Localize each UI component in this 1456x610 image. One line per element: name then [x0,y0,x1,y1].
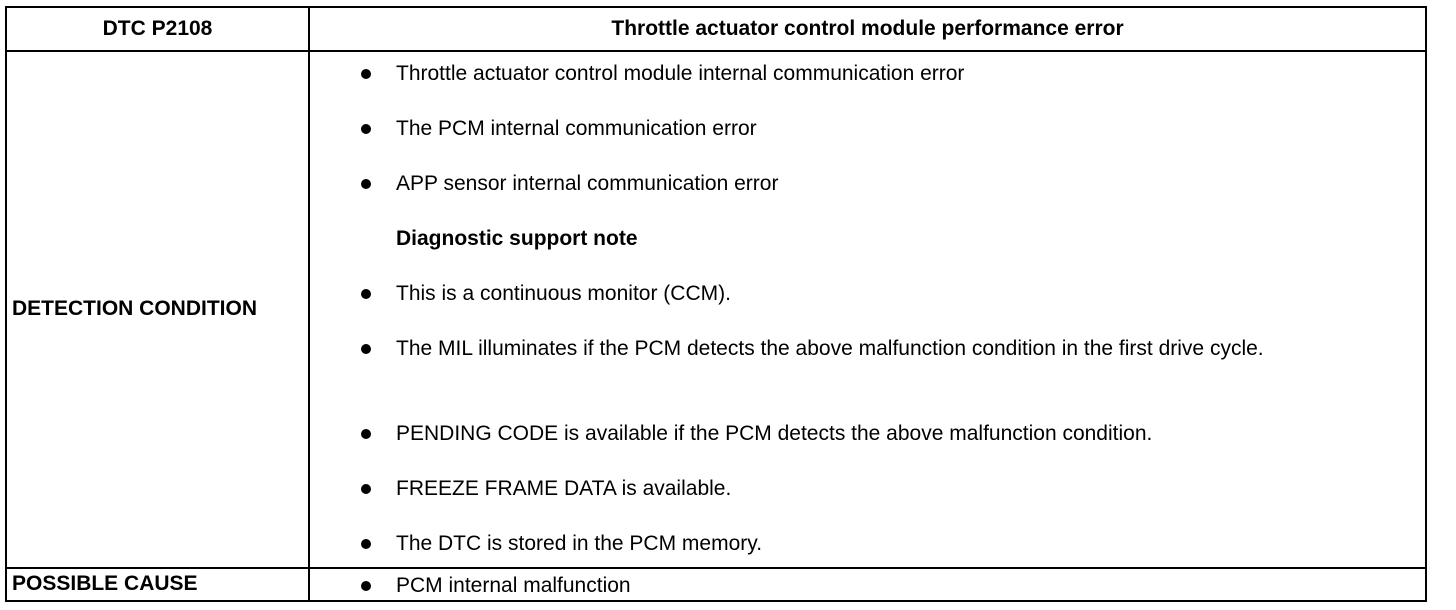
bullet-icon [361,179,371,189]
header-row [7,8,1425,52]
bullet-icon [361,429,371,439]
diagnostic-note-heading: Diagnostic support note [396,227,638,250]
list-item: Throttle actuator control module internal communication error [361,60,1341,88]
bullet-icon [361,289,371,299]
list-item: PCM internal malfunction [361,572,1341,600]
dtc-table [5,6,1427,602]
detection-condition-content [310,50,1425,567]
detection-condition-label: DETECTION CONDITION [7,50,310,567]
list-item: The MIL illuminates if the PCM detects the above malfunction condition in the first drive cycle. [361,335,1341,363]
bullet-icon [361,344,371,354]
dtc-code: DTC P2108 [7,8,310,50]
dtc-title: Throttle actuator control module performance error [611,17,1124,40]
bullet-icon [361,539,371,549]
possible-cause-content [310,567,1425,600]
bullet-icon [361,484,371,494]
bullet-icon [361,69,371,79]
list-item: This is a continuous monitor (CCM). [361,280,1341,308]
list-item: FREEZE FRAME DATA is available. [361,475,1341,503]
list-item: The PCM internal communication error [361,115,1341,143]
possible-cause-label: POSSIBLE CAUSE [7,567,310,600]
bullet-icon [361,581,371,591]
list-item: APP sensor internal communication error [361,170,1341,198]
bullet-icon [361,124,371,134]
detection-row [7,50,1425,569]
list-item: PENDING CODE is available if the PCM detects the above malfunction condition. [361,420,1341,448]
cause-row [7,567,1425,600]
list-item: The DTC is stored in the PCM memory. [361,530,1341,558]
